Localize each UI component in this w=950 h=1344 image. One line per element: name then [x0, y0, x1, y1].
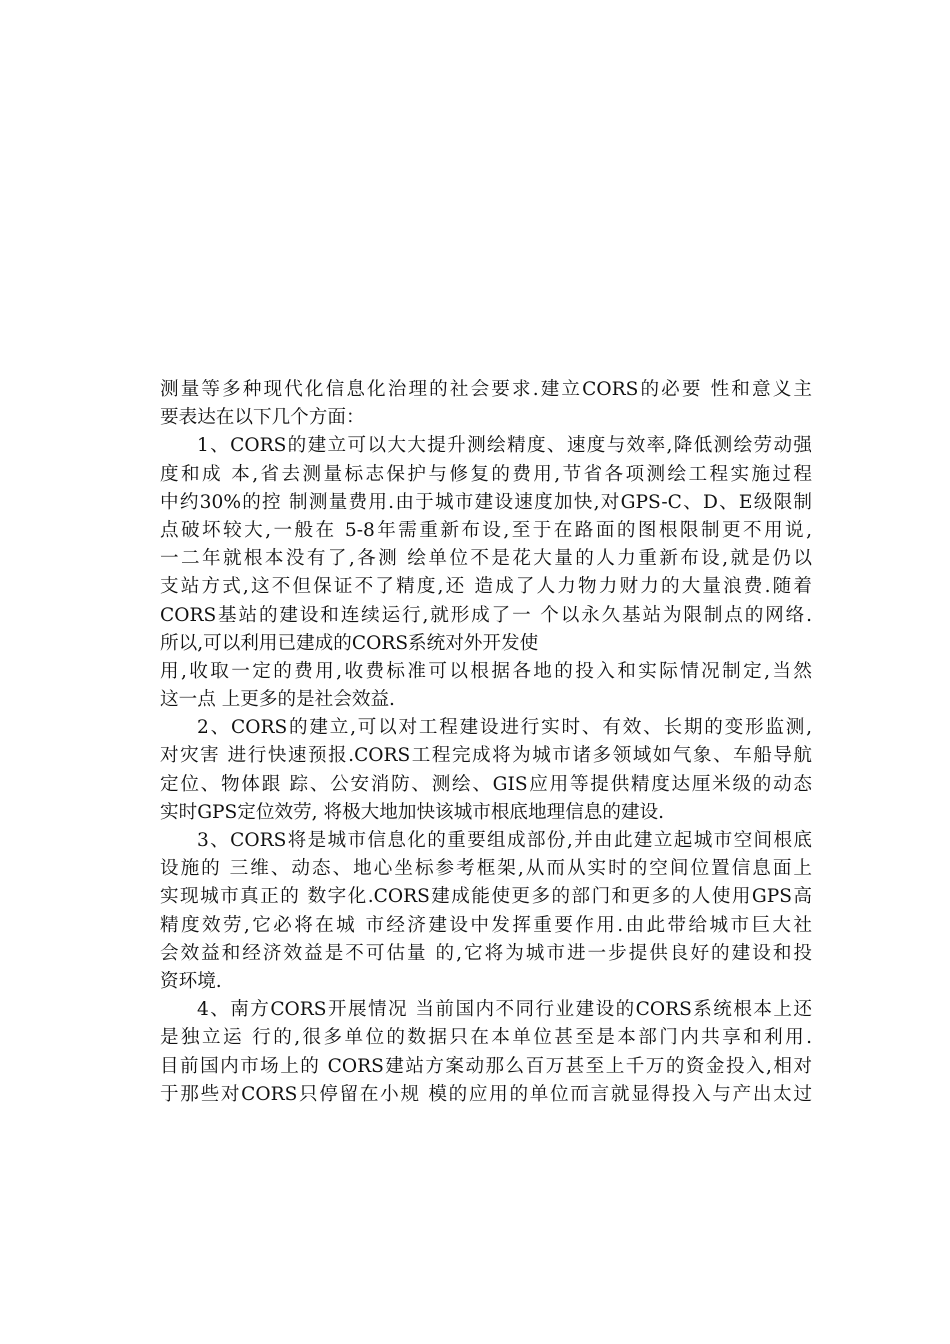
text-line: 定位、物体跟 踪、公安消防、测绘、GIS应用等提供精度达厘米级的动态	[160, 773, 812, 795]
text-line: 4、南方CORS开展情况 当前国内不同行业建设的CORS系统根本上还	[197, 999, 812, 1021]
text-line: 度和成 本,省去测量标志保护与修复的费用,节省各项测绘工程实施过程	[160, 463, 812, 485]
text-line: 实时GPS定位效劳, 将极大地加快该城市根底地理信息的建设.	[160, 801, 665, 823]
text-line: 点破坏较大,一般在 5-8年需重新布设,至于在路面的图根限制更不用说,	[160, 519, 812, 541]
text-line: 资环境.	[160, 970, 222, 992]
text-line: 目前国内市场上的 CORS建站方案动那么百万甚至上千万的资金投入,相对	[160, 1055, 812, 1077]
text-line: 用,收取一定的费用,收费标准可以根据各地的投入和实际情况制定,当然	[160, 660, 812, 682]
text-line: 是独立运 行的,很多单位的数据只在本单位甚至是本部门内共享和利用.	[160, 1027, 812, 1049]
text-line: 精度效劳,它必将在城 市经济建设中发挥重要作用.由此带给城市巨大社	[160, 914, 812, 936]
text-line: 中约30%的控 制测量费用.由于城市建设速度加快,对GPS-C、D、E级限制	[160, 491, 812, 513]
text-line: 测量等多种现代化信息化治理的社会要求.建立CORS的必要 性和意义主	[160, 379, 812, 400]
text-line: 于那些对CORS只停留在小规 模的应用的单位而言就显得投入与产出太过	[160, 1083, 812, 1105]
text-line: 实现城市真正的 数字化.CORS建成能使更多的部门和更多的人使用GPS高	[160, 886, 812, 908]
text-line: 这一点 上更多的是社会效益.	[160, 689, 395, 711]
text-line: 3、CORS将是城市信息化的重要组成部份,并由此建立起城市空间根底	[197, 830, 812, 851]
text-line: 一二年就根本没有了,各测 绘单位不是花大量的人力重新布设,就是仍以	[160, 548, 812, 570]
text-line: CORS基站的建设和连续运行,就形成了一 个以永久基站为限制点的网络.	[160, 604, 812, 626]
text-line: 对灾害 进行快速预报.CORS工程完成将为城市诸多领域如气象、车船导航	[160, 745, 812, 767]
text-line: 要表达在以下几个方面：	[160, 407, 365, 429]
text-line: 所以,可以利用已建成的CORS系统对外开发使	[160, 632, 539, 654]
text-line: 支站方式,这不但保证不了精度,还 造成了人力物力财力的大量浪费.随着	[160, 576, 812, 598]
text-line: 2、CORS的建立,可以对工程建设进行实时、有效、长期的变形监测,	[197, 717, 812, 739]
text-line: 设施的 三维、动态、地心坐标参考框架,从而从实时的空间位置信息面上	[160, 858, 812, 880]
text-line: 1、CORS的建立可以大大提升测绘精度、速度与效率,降低测绘劳动强	[197, 435, 812, 457]
body-text	[160, 376, 812, 1109]
text-line: 会效益和经济效益是不可估量 的,它将为城市进一步提供良好的建设和投	[160, 942, 812, 964]
